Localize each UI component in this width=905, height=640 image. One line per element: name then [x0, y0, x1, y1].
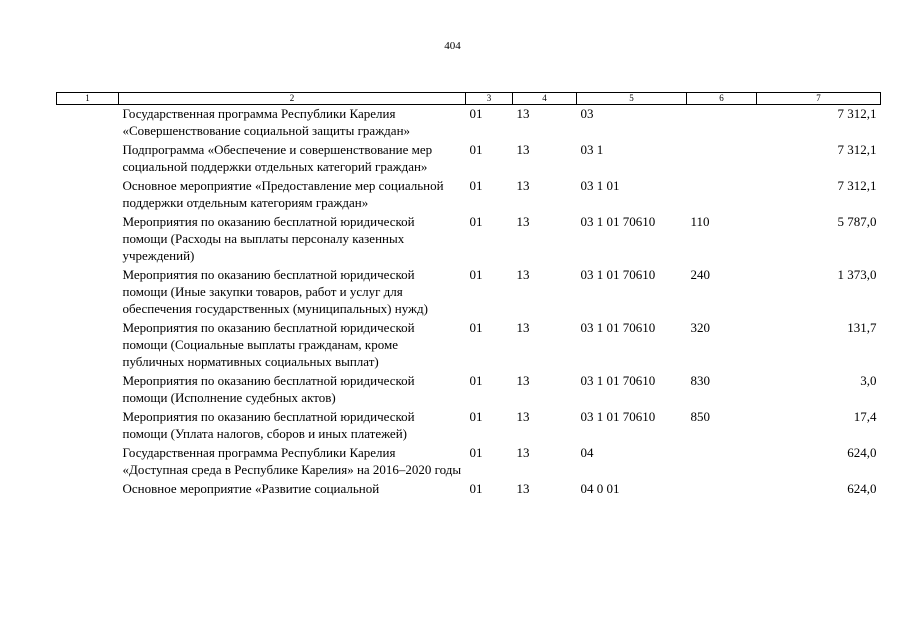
cell-col4: 13	[516, 142, 530, 157]
cell-amount: 131,7	[847, 320, 877, 335]
cell-col5: 03	[580, 106, 594, 121]
table-row	[57, 444, 881, 480]
cell-col4: 13	[516, 106, 530, 121]
cell-blank	[57, 319, 119, 372]
cell-col5: 03 1 01 70610	[580, 373, 656, 388]
cell-name: Государственная программа Республики Карелия «Доступная среда в Республике Карелия» на 2016–2020 годы	[122, 445, 462, 477]
cell-col5: 03 1 01 70610	[580, 409, 656, 424]
cell-col3: 01	[469, 445, 483, 460]
cell-amount: 624,0	[847, 481, 877, 496]
cell-amount: 17,4	[853, 409, 877, 424]
table-row	[57, 105, 881, 142]
header-col-2: 2	[119, 93, 466, 105]
cell-col4: 13	[516, 178, 530, 193]
cell-name: Мероприятия по оказанию бесплатной юридической помощи (Социальные выплаты гражданам, кроме публичных нормативных социальных выплат)	[122, 320, 415, 369]
cell-blank	[57, 266, 119, 319]
header-col-5: 5	[577, 93, 687, 105]
table-row	[57, 372, 881, 408]
cell-col6: 850	[690, 409, 710, 424]
cell-name: Мероприятия по оказанию бесплатной юридической помощи (Иные закупки товаров, работ и услуг для обеспечения государственных (муниципальных) нужд)	[122, 267, 428, 316]
cell-name: Мероприятия по оказанию бесплатной юридической помощи (Расходы на выплаты персоналу казенных учреждений)	[122, 214, 415, 263]
cell-col4: 13	[516, 320, 530, 335]
cell-col5: 04 0 01	[580, 481, 620, 496]
cell-col6	[687, 480, 757, 499]
cell-col6: 320	[690, 320, 710, 335]
header-col-4: 4	[513, 93, 577, 105]
page-number: 404	[444, 40, 461, 52]
cell-name: Государственная программа Республики Карелия «Совершенствование социальной защиты граждан»	[122, 106, 411, 138]
cell-col3: 01	[469, 481, 483, 496]
cell-col6	[687, 444, 757, 480]
cell-col3: 01	[469, 267, 483, 282]
table-row	[57, 141, 881, 177]
cell-blank	[57, 372, 119, 408]
cell-blank	[57, 213, 119, 266]
table-row	[57, 177, 881, 213]
cell-col6	[687, 141, 757, 177]
cell-col4: 13	[516, 481, 530, 496]
cell-amount: 1 373,0	[837, 267, 877, 282]
cell-col3: 01	[469, 178, 483, 193]
cell-col4: 13	[516, 214, 530, 229]
cell-amount: 5 787,0	[837, 214, 877, 229]
table-row	[57, 408, 881, 444]
cell-blank	[57, 177, 119, 213]
header-row	[57, 93, 881, 105]
cell-blank	[57, 408, 119, 444]
cell-col5: 03 1 01 70610	[580, 267, 656, 282]
cell-col3: 01	[469, 214, 483, 229]
cell-blank	[57, 105, 119, 142]
cell-col5: 03 1	[580, 142, 604, 157]
cell-name: Мероприятия по оказанию бесплатной юридической помощи (Исполнение судебных актов)	[122, 373, 415, 405]
cell-col6: 240	[690, 267, 710, 282]
cell-amount: 7 312,1	[837, 106, 877, 121]
table-row	[57, 213, 881, 266]
cell-col6	[687, 105, 757, 142]
cell-col6: 830	[690, 373, 710, 388]
cell-blank	[57, 444, 119, 480]
header-col-7: 7	[757, 93, 881, 105]
cell-amount: 7 312,1	[837, 178, 877, 193]
cell-amount: 7 312,1	[837, 142, 877, 157]
cell-name: Мероприятия по оказанию бесплатной юридической помощи (Уплата налогов, сборов и иных платежей)	[122, 409, 415, 441]
cell-amount: 3,0	[860, 373, 877, 388]
table-row	[57, 266, 881, 319]
cell-col3: 01	[469, 373, 483, 388]
cell-col3: 01	[469, 106, 483, 121]
cell-col6	[687, 177, 757, 213]
header-col-6: 6	[687, 93, 757, 105]
cell-name: Основное мероприятие «Развитие социальной	[122, 481, 380, 496]
header-col-1: 1	[57, 93, 119, 105]
table-row	[57, 480, 881, 499]
header-col-3: 3	[466, 93, 513, 105]
table-row	[57, 319, 881, 372]
cell-col4: 13	[516, 267, 530, 282]
cell-col5: 04	[580, 445, 594, 460]
cell-name: Основное мероприятие «Предоставление мер социальной поддержки отдельным категориям граждан»	[122, 178, 444, 210]
cell-name: Подпрограмма «Обеспечение и совершенствование мер социальной поддержки отдельных категорий граждан»	[122, 142, 433, 174]
cell-col5: 03 1 01 70610	[580, 214, 656, 229]
budget-table	[56, 92, 881, 499]
cell-col3: 01	[469, 409, 483, 424]
cell-col5: 03 1 01	[580, 178, 620, 193]
cell-col4: 13	[516, 445, 530, 460]
cell-col3: 01	[469, 142, 483, 157]
cell-col4: 13	[516, 373, 530, 388]
cell-col5: 03 1 01 70610	[580, 320, 656, 335]
cell-blank	[57, 480, 119, 499]
cell-col4: 13	[516, 409, 530, 424]
cell-blank	[57, 141, 119, 177]
cell-col6: 110	[690, 214, 710, 229]
cell-col3: 01	[469, 320, 483, 335]
cell-amount: 624,0	[847, 445, 877, 460]
